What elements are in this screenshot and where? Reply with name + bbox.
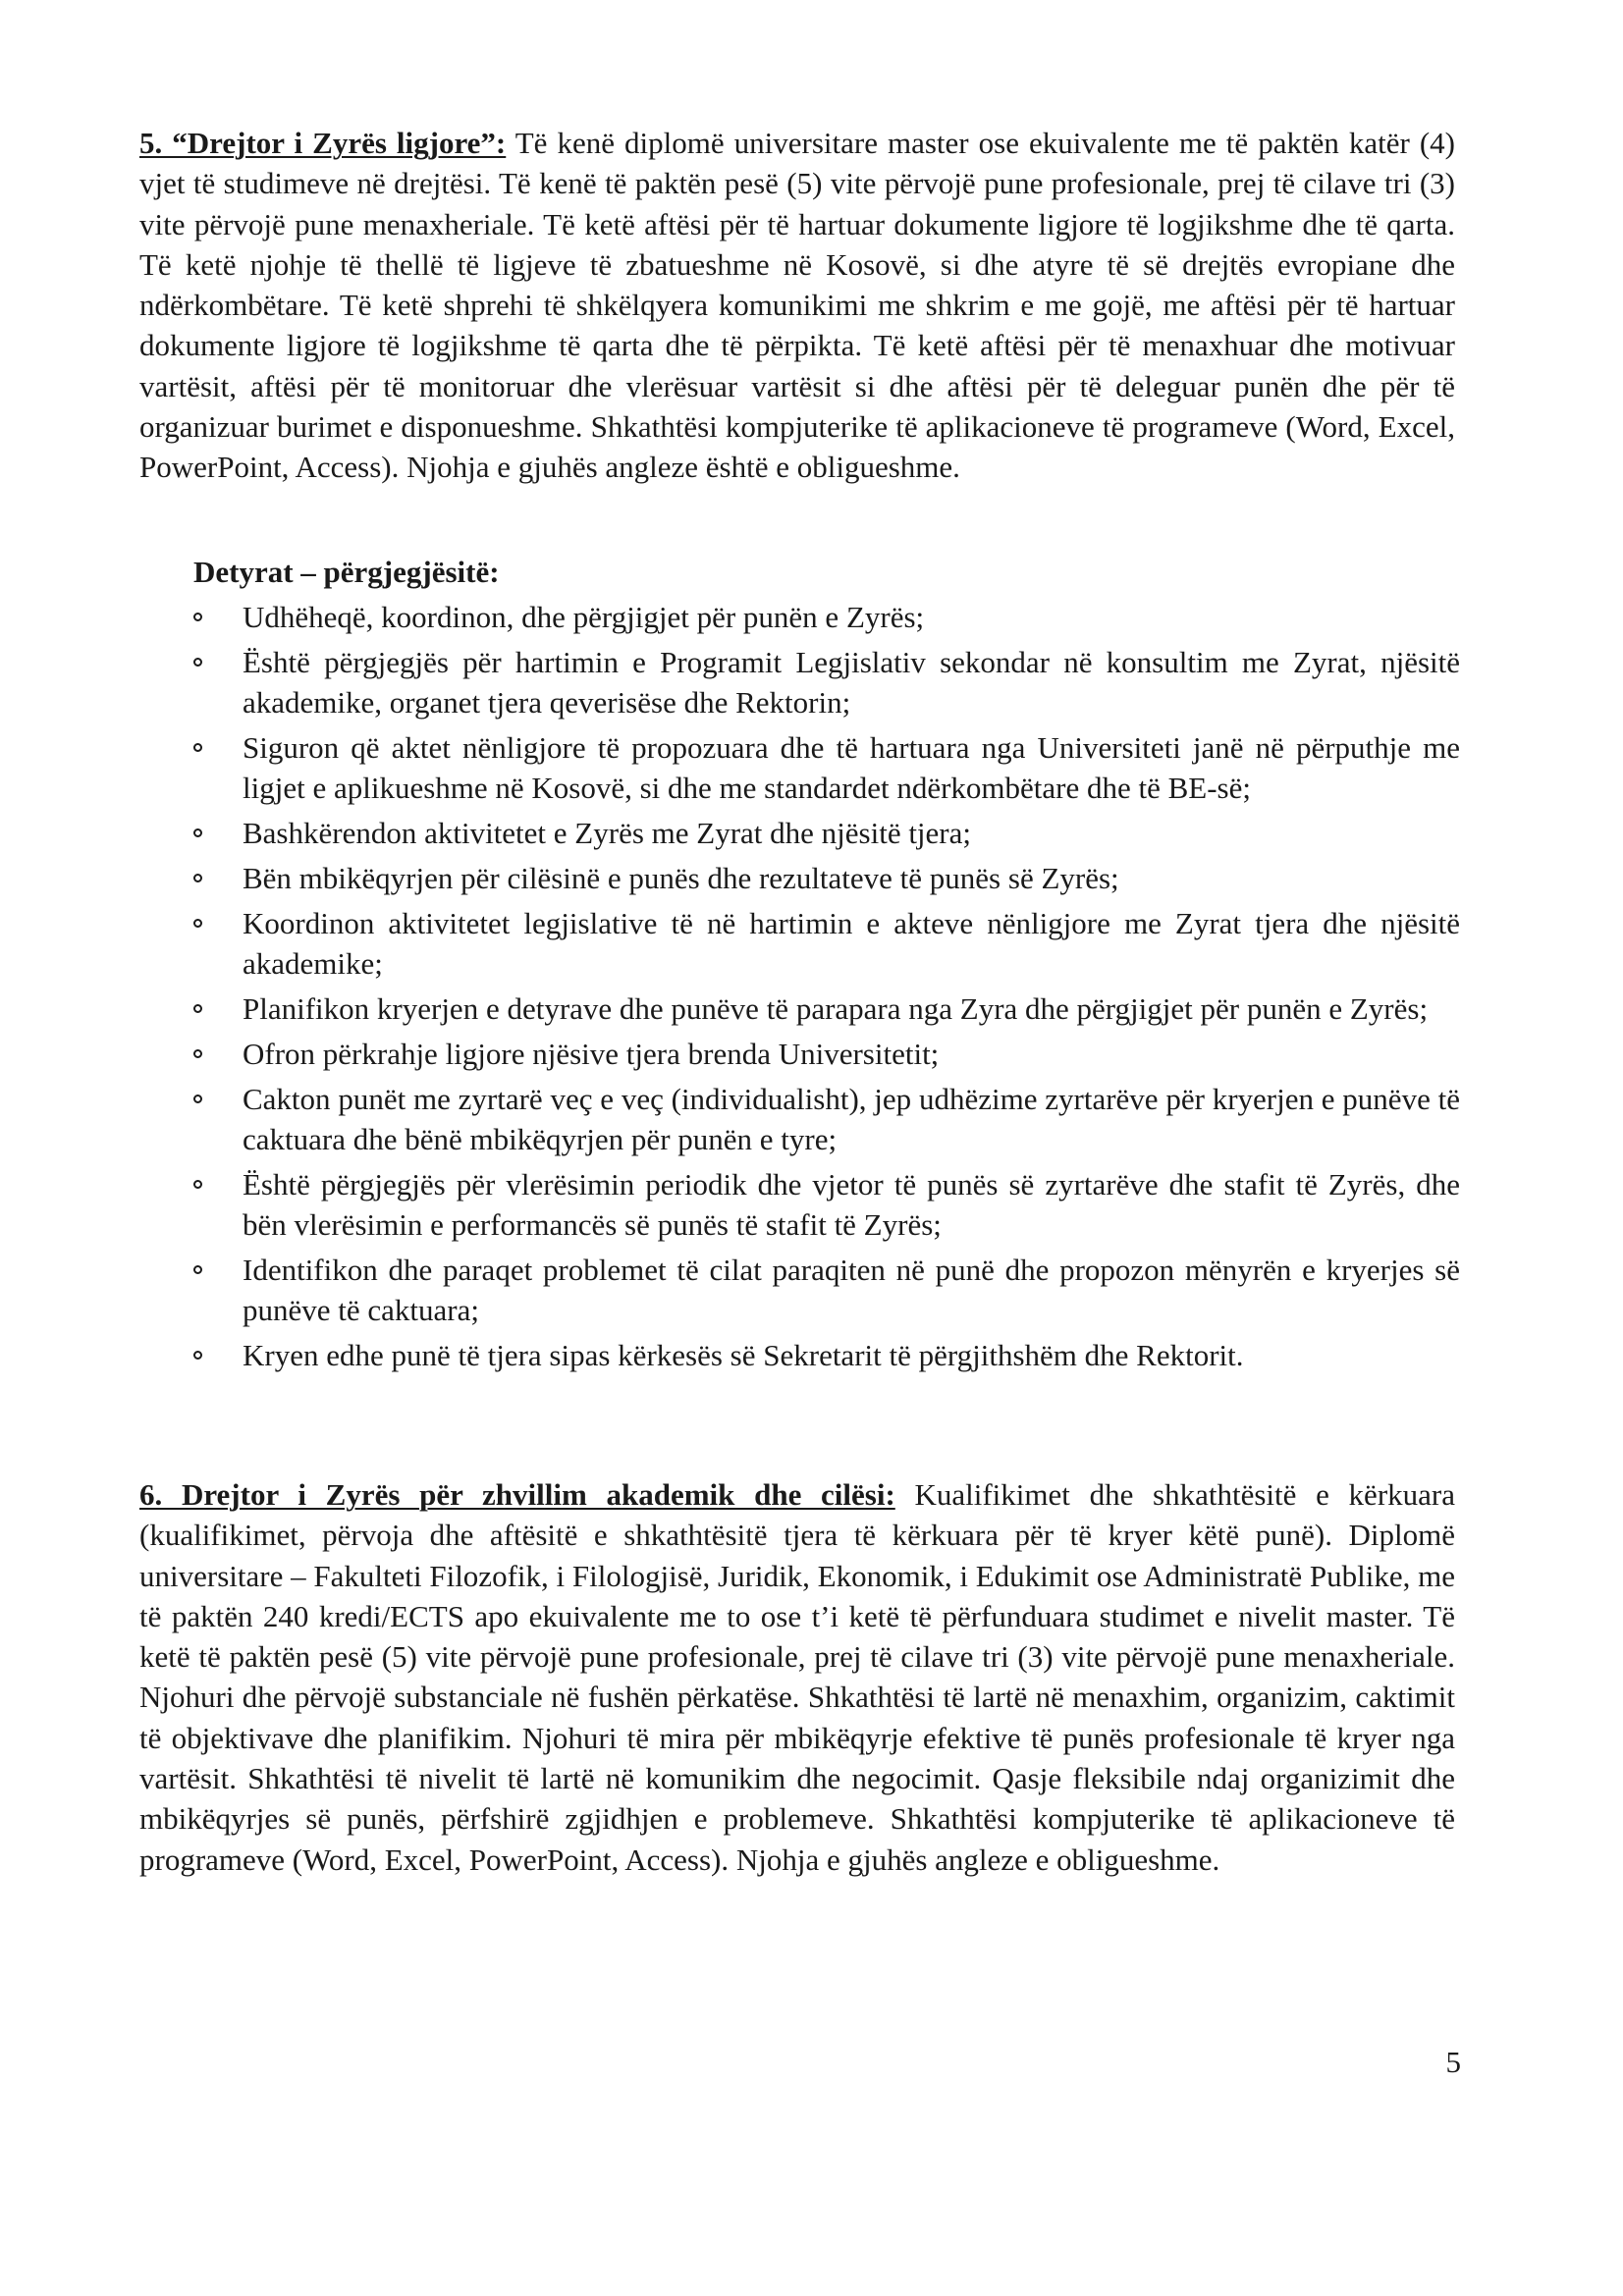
duties-list	[193, 597, 1460, 1375]
bullet-circle-icon	[193, 743, 202, 752]
bullet-circle-icon	[193, 1265, 202, 1274]
section-6-academic-development-director	[139, 1474, 1455, 1880]
section-6-heading: 6. Drejtor i Zyrës për zhvillim akademik dhe cilësi:	[139, 1477, 895, 1512]
duty-text: Udhëheqë, koordinon, dhe përgjigjet për punën e Zyrës;	[243, 600, 925, 634]
duty-item	[193, 903, 1460, 984]
duty-item	[193, 1079, 1460, 1159]
duty-text: Siguron që aktet nënligjore të propozuara dhe të hartuara nga Universiteti janë në përputhje me ligjet e aplikueshme në Kosovë, si dhe me standardet ndërkombëtare dhe të BE-së;	[243, 730, 1460, 805]
duty-item	[193, 727, 1460, 808]
duty-text: Identifikon dhe paraqet problemet të cilat paraqiten në punë dhe propozon mënyrën e kryerjes së punëve të caktuara;	[243, 1253, 1460, 1327]
section-6-requirements-text: Kualifikimet dhe shkathtësitë e kërkuara (kualifikimet, përvoja dhe aftësitë e shkathtësitë tjera të kërkuara për të kryer këtë punë). Diplomë universitare – Fakulteti Filozofik, i Filologjisë, Juridik, Ekonomik, i Edukimit ose Administratë Publike, me të paktën 240 kredi/ECTS apo ekuivalente me to ose t’i ketë të përfunduara studimet e nivelit master. Të ketë të paktën pesë (5) vite përvojë pune profesionale, prej të cilave tri (3) vite përvojë pune menaxheriale. Njohuri dhe përvojë substanciale në fushën përkatëse. Shkathtësi të lartë në menaxhim, organizim, caktimit të objektivave dhe planifikim. Njohuri të mira për mbikëqyrje efektive të punës profesionale të kryer nga vartësit. Shkathtësi të nivelit të lartë në komunikim dhe negocimit. Qasje fleksibile ndaj organizimit dhe mbikëqyrjes së punës, përfshirë zgjidhjen e problemeve. Shkathtësi kompjuterike të aplikacioneve të programeve (Word, Excel, PowerPoint, Access). Njohja e gjuhës angleze e obligueshme.	[139, 1477, 1455, 1877]
duty-item	[193, 988, 1460, 1029]
duty-item	[193, 1034, 1460, 1074]
bullet-circle-icon	[193, 919, 202, 928]
bullet-circle-icon	[193, 1095, 202, 1103]
duties-title: Detyrat – përgjegjësitë:	[193, 555, 500, 589]
bullet-circle-icon	[193, 874, 202, 882]
duty-item	[193, 858, 1460, 898]
duty-item	[193, 1164, 1460, 1245]
duty-text: Koordinon aktivitetet legjislative të në hartimin e akteve nënligjore me Zyrat tjera dhe njësitë akademike;	[243, 906, 1460, 981]
page-number: 5	[1445, 2045, 1461, 2079]
bullet-circle-icon	[193, 1049, 202, 1058]
bullet-circle-icon	[193, 1004, 202, 1013]
duty-item	[193, 813, 1460, 853]
duty-text: Është përgjegjës për hartimin e Programit Legjislativ sekondar në konsultim me Zyrat, njësitë akademike, organet tjera qeverisëse dhe Rektorin;	[243, 645, 1460, 720]
duty-text: Kryen edhe punë të tjera sipas kërkesës së Sekretarit të përgjithshëm dhe Rektorit.	[243, 1338, 1244, 1372]
section-5-heading: 5. “Drejtor i Zyrës ligjore”:	[139, 126, 507, 160]
section-5-legal-office-director	[139, 123, 1455, 488]
bullet-circle-icon	[193, 1351, 202, 1360]
duty-text: Planifikon kryerjen e detyrave dhe punëve të parapara nga Zyra dhe përgjigjet për punën e Zyrës;	[243, 991, 1429, 1026]
duty-text: Cakton punët me zyrtarë veç e veç (individualisht), jep udhëzime zyrtarëve për kryerjen e punëve të caktuara dhe bënë mbikëqyrjen për punën e tyre;	[243, 1082, 1460, 1156]
section-5-duties	[193, 552, 1460, 1380]
duty-text: Bashkërendon aktivitetet e Zyrës me Zyrat dhe njësitë tjera;	[243, 816, 972, 850]
bullet-circle-icon	[193, 1180, 202, 1189]
duty-text: Ofron përkrahje ligjore njësive tjera brenda Universitetit;	[243, 1037, 940, 1071]
bullet-circle-icon	[193, 658, 202, 667]
duty-item	[193, 1250, 1460, 1330]
duty-item	[193, 642, 1460, 722]
section-5-requirements-text: Të kenë diplomë universitare master ose ekuivalente me të paktën katër (4) vjet të studimeve në drejtësi. Të kenë të paktën pesë (5) vite përvojë pune profesionale, prej të cilave tri (3) vite përvojë pune menaxheriale. Të ketë aftësi për të hartuar dokumente ligjore të logjikshme dhe të qarta. Të ketë njohje të thellë të ligjeve të zbatueshme në Kosovë, si dhe atyre të së drejtës evropiane dhe ndërkombëtare. Të ketë shprehi të shkëlqyera komunikimi me shkrim e me gojë, me aftësi për të hartuar dokumente ligjore të logjikshme të qarta dhe të përpikta. Të ketë aftësi për të menaxhuar dhe motivuar vartësit, aftësi për të monitoruar dhe vlerësuar vartësit si dhe aftësi për të deleguar punën dhe për të organizuar burimet e disponueshme. Shkathtësi kompjuterike të aplikacioneve të programeve (Word, Excel, PowerPoint, Access). Njohja e gjuhës angleze është e obligueshme.	[139, 126, 1455, 485]
duty-item	[193, 1335, 1460, 1375]
bullet-circle-icon	[193, 828, 202, 837]
duty-text: Bën mbikëqyrjen për cilësinë e punës dhe rezultateve të punës së Zyrës;	[243, 861, 1119, 895]
duty-item	[193, 597, 1460, 637]
bullet-circle-icon	[193, 613, 202, 621]
duty-text: Është përgjegjës për vlerësimin periodik dhe vjetor të punës së zyrtarëve dhe stafit të Zyrës, dhe bën vlerësimin e performancës së punës të stafit të Zyrës;	[243, 1167, 1460, 1242]
